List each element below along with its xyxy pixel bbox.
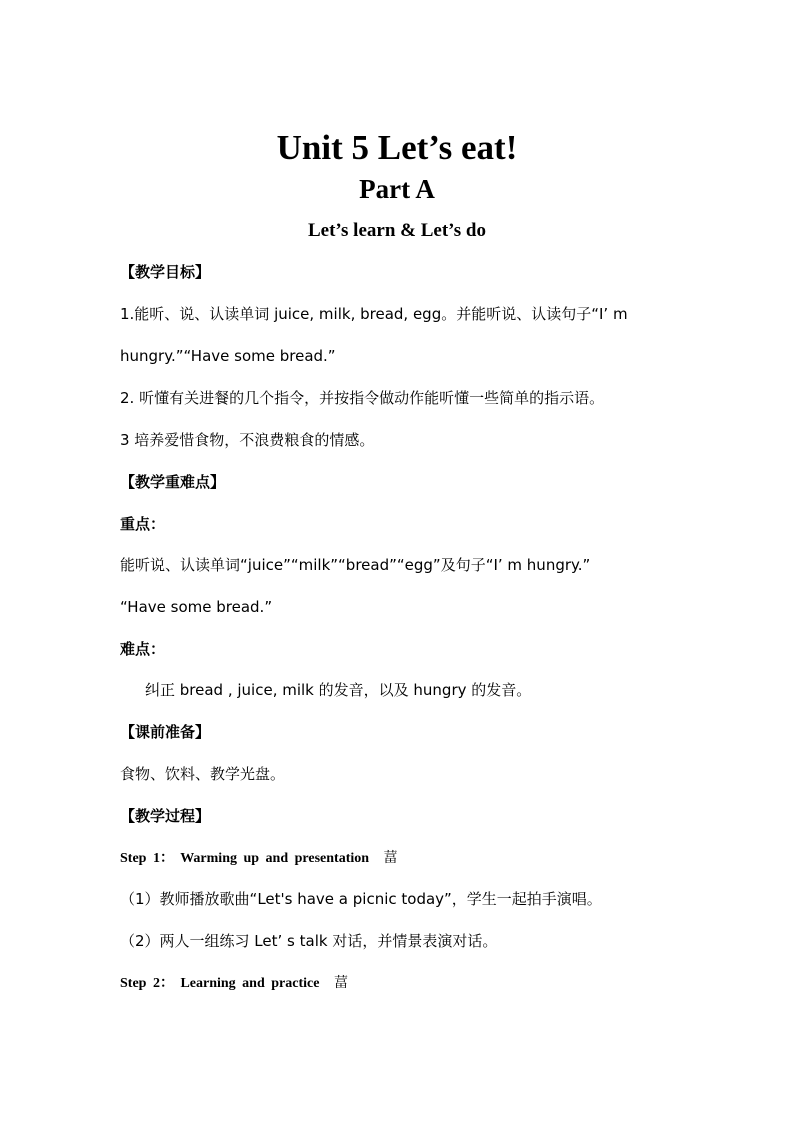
objective-2: 2. 听懂有关进餐的几个指令，并按指令做动作能听懂一些简单的指示语。	[120, 389, 605, 407]
focus-line-2: “Have some bread.”	[120, 598, 273, 616]
focus-label: 重点：	[120, 515, 166, 533]
preparation-heading: 【课前准备】	[120, 723, 211, 741]
difficulty-text: 纠正 bread , juice, milk 的发音，以及 hungry 的发音。	[145, 681, 532, 699]
step-2-mark: 葍	[333, 975, 348, 991]
key-points-heading: 【教学重难点】	[120, 473, 226, 491]
preparation-text: 食物、饮料、教学光盘。	[120, 765, 286, 783]
step-1-label: Step 1： Warming up and presentation	[120, 851, 370, 866]
objective-1-line-2: hungry.”“Have some bread.”	[120, 347, 336, 365]
step-1	[120, 848, 398, 869]
unit-title: Unit 5 Let’s eat!	[276, 128, 518, 167]
objective-3: 3 培养爱惜食物，不浪费粮食的情感。	[120, 431, 375, 449]
step-1-item-2: （2）两人一组练习 Let’ s talk 对话，并情景表演对话。	[120, 932, 498, 950]
step-1-item-1: （1）教师播放歌曲“Let's have a picnic today”，学生一起拍手演唱。	[120, 890, 602, 908]
objectives-heading: 【教学目标】	[120, 263, 211, 281]
focus-line-1: 能听说、认读单词“juice”“milk”“bread”“egg”及句子“I’ m hungry.”	[120, 556, 591, 574]
objective-1-line-1: 1.能听、说、认读单词 juice, milk, bread, egg。并能听说、认读句子“I’ m	[120, 305, 628, 323]
part-title: Part A	[359, 174, 435, 204]
process-heading: 【教学过程】	[120, 807, 211, 825]
step-2-label: Step 2： Learning and practice	[120, 976, 320, 991]
step-2	[120, 973, 348, 994]
difficulty-label: 难点：	[120, 640, 166, 658]
step-1-mark: 葍	[383, 850, 398, 866]
lesson-subtitle: Let’s learn & Let’s do	[307, 220, 486, 241]
